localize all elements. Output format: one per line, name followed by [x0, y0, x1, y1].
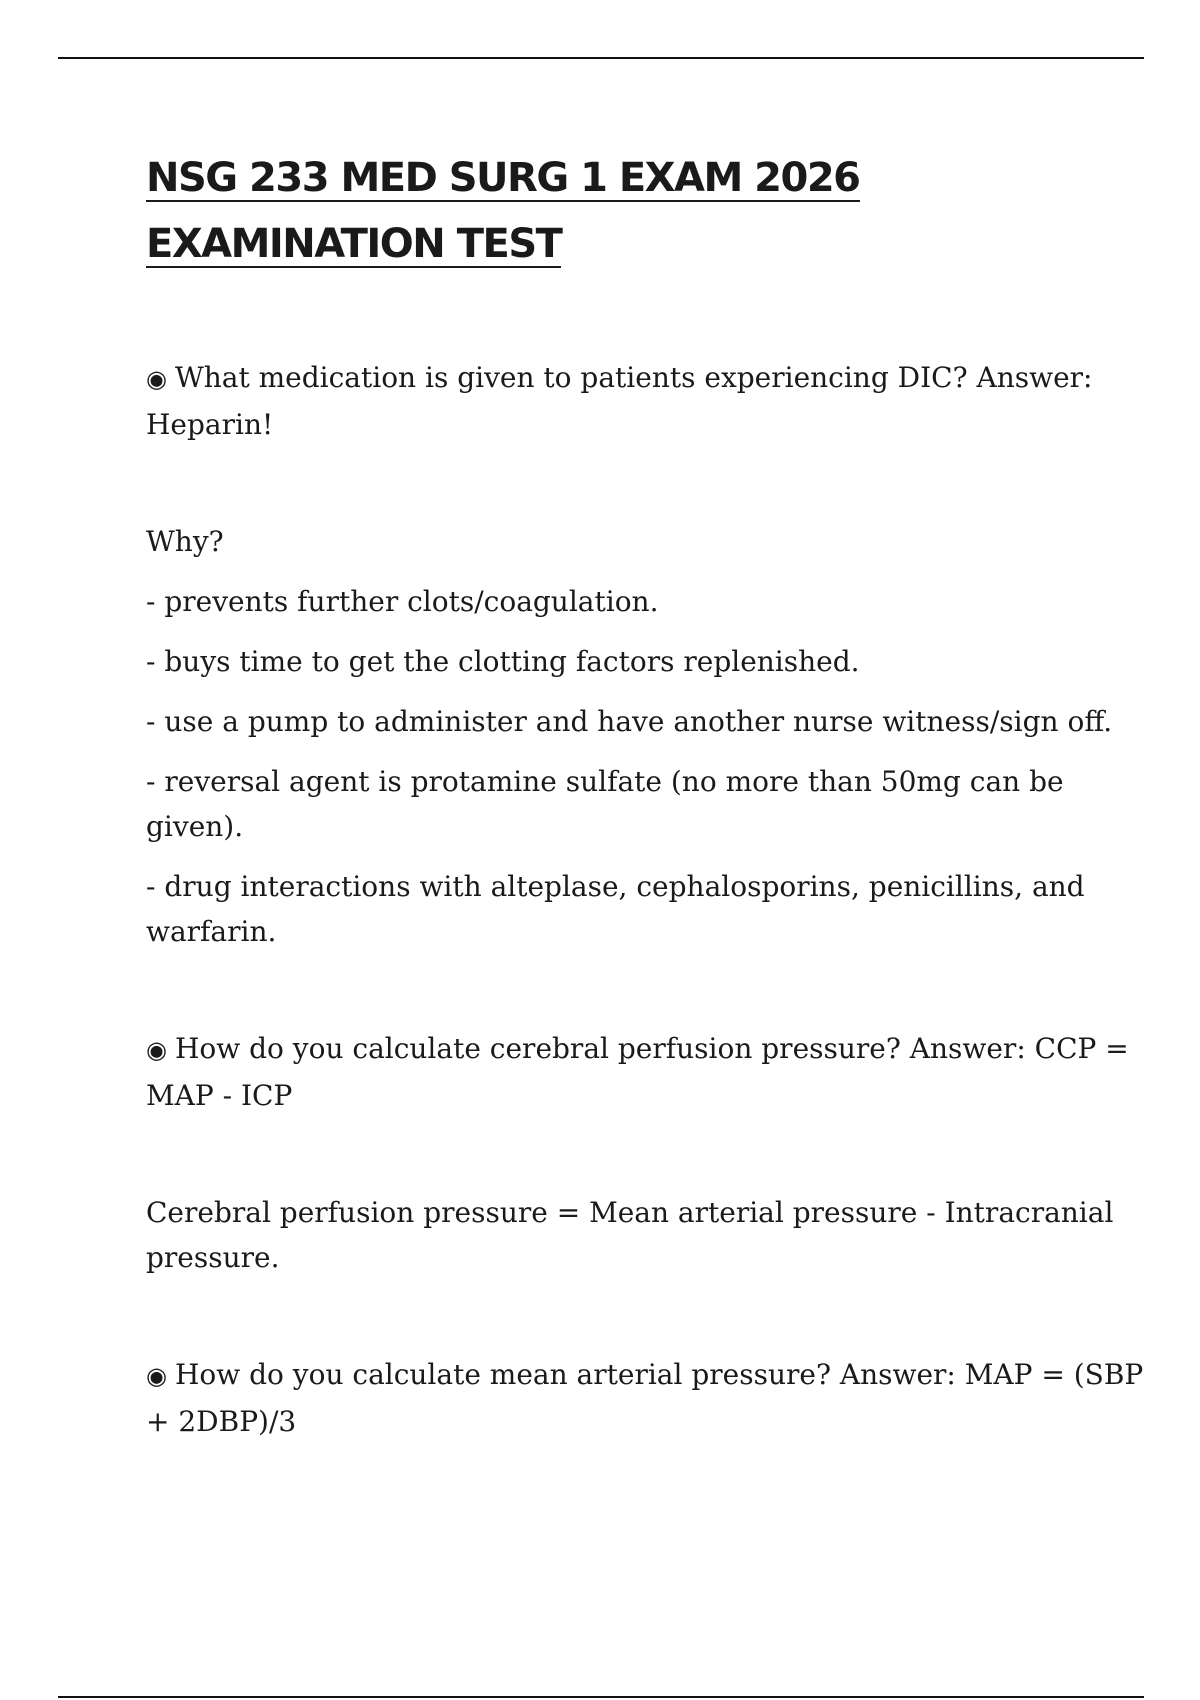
bottom-rule	[58, 1696, 1144, 1698]
radio-bullet-icon: ◉	[146, 1036, 167, 1064]
q1-why-label: Why?	[146, 525, 224, 558]
question-1-text: What medication is given to patients experiencing DIC? Answer: Heparin!	[146, 361, 1093, 441]
q1-point: - drug interactions with alteplase, cephalosporins, penicillins, and warfarin.	[146, 870, 1085, 948]
radio-bullet-icon: ◉	[146, 365, 167, 393]
question-2-text: How do you calculate cerebral perfusion pressure? Answer: CCP = MAP - ICP	[146, 1032, 1129, 1112]
title-line-2: EXAMINATION TEST	[146, 221, 562, 267]
document-title	[146, 145, 1146, 277]
radio-bullet-icon: ◉	[146, 1362, 167, 1390]
q1-point: - reversal agent is protamine sulfate (no more than 50mg can be given).	[146, 765, 1064, 843]
question-1	[146, 355, 1146, 447]
question-3-text: How do you calculate mean arterial pressure? Answer: MAP = (SBP + 2DBP)/3	[146, 1358, 1144, 1438]
q1-point: - prevents further clots/coagulation.	[146, 585, 659, 618]
question-2	[146, 1026, 1146, 1118]
title-line-1: NSG 233 MED SURG 1 EXAM 2026	[146, 155, 860, 201]
q2-explanation: Cerebral perfusion pressure = Mean arterial pressure - Intracranial pressure.	[146, 1196, 1114, 1274]
top-rule	[58, 57, 1144, 59]
q1-point: - use a pump to administer and have another nurse witness/sign off.	[146, 705, 1113, 738]
question-3	[146, 1352, 1146, 1444]
document-body	[146, 355, 1146, 1444]
q1-point: - buys time to get the clotting factors replenished.	[146, 645, 860, 678]
